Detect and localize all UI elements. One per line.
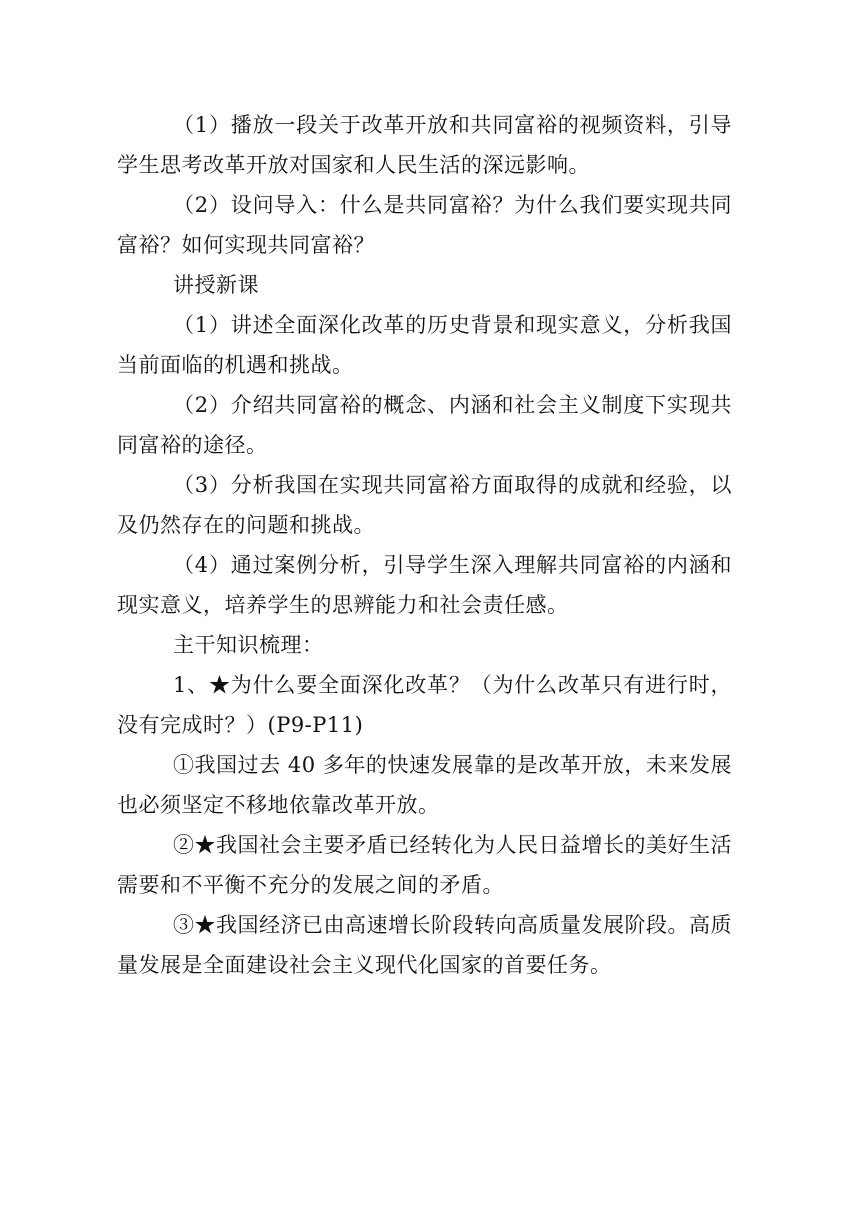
section-heading-new-lesson: 讲授新课 (173, 273, 259, 297)
paragraph-lesson-1: （1）讲述全面深化改革的历史背景和现实意义，分析我国当前面临的机遇和挑战。 (117, 313, 732, 377)
knowledge-point-1: ①我国过去 40 多年的快速发展靠的是改革开放，未来发展也必须坚定不移地依靠改革开放。 (117, 753, 732, 817)
knowledge-point-3: ③★我国经济已由高速增长阶段转向高质量发展阶段。高质量发展是全面建设社会主义现代化国家的首要任务。 (117, 913, 732, 977)
knowledge-question-1: 1、★为什么要全面深化改革？（为什么改革只有进行时，没有完成时？）(P9-P11) (117, 673, 732, 737)
paragraph-lesson-2: （2）介绍共同富裕的概念、内涵和社会主义制度下实现共同富裕的途径。 (117, 393, 732, 457)
paragraph-intro-2: （2）设问导入：什么是共同富裕？为什么我们要实现共同富裕？如何实现共同富裕？ (117, 193, 732, 257)
paragraph-intro-1: （1）播放一段关于改革开放和共同富裕的视频资料，引导学生思考改革开放对国家和人民生活的深远影响。 (117, 113, 732, 177)
paragraph-lesson-4: （4）通过案例分析，引导学生深入理解共同富裕的内涵和现实意义，培养学生的思辨能力和社会责任感。 (117, 553, 732, 617)
document-body (117, 105, 732, 985)
section-heading-knowledge: 主干知识梳理： (173, 633, 324, 657)
paragraph-lesson-3: （3）分析我国在实现共同富裕方面取得的成就和经验，以及仍然存在的问题和挑战。 (117, 473, 732, 537)
knowledge-point-2: ②★我国社会主要矛盾已经转化为人民日益增长的美好生活需要和不平衡不充分的发展之间的矛盾。 (117, 833, 732, 897)
